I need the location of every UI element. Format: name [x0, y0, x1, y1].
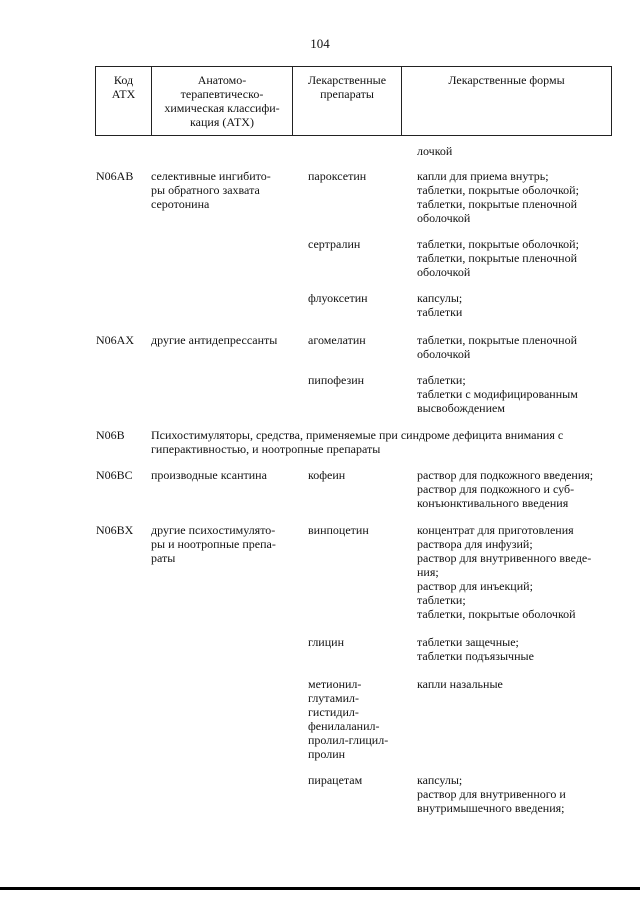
section-line: гиперактивностью, и ноотропные препараты [151, 442, 381, 456]
row-4-drug [308, 333, 413, 347]
class-line: другие антидепрессанты [151, 333, 278, 347]
class-line: другие психостимулято- [151, 523, 276, 537]
row-7-drug [308, 468, 413, 482]
row-2-forms [417, 237, 617, 279]
header-text: химическая классифи- [164, 101, 280, 115]
form-line: капли назальные [417, 677, 503, 691]
drug-line: флуоксетин [308, 291, 368, 305]
form-line: оболочкой [417, 347, 471, 361]
row-1-forms [417, 169, 617, 225]
row-10-forms [417, 677, 617, 691]
class-line: селективные ингибито- [151, 169, 271, 183]
form-line: высвобождением [417, 401, 505, 415]
row-8-code: N06BX [96, 523, 134, 537]
form-line: оболочкой [417, 211, 471, 225]
row-7-code: N06BC [96, 468, 133, 482]
row-11-forms [417, 773, 617, 815]
form-line: раствор для инъекций; [417, 579, 533, 593]
form-line: таблетки [417, 305, 463, 319]
form-line: раствора для инфузий; [417, 537, 533, 551]
form-line: таблетки, покрытые оболочкой; [417, 183, 579, 197]
row-9-drug [308, 635, 413, 649]
row-2-drug [308, 237, 413, 251]
header-text: Анатомо- [197, 73, 247, 87]
form-line: таблетки; [417, 593, 466, 607]
header-text: препараты [320, 87, 374, 101]
row-9-forms [417, 635, 617, 663]
drug-line: сертралин [308, 237, 361, 251]
class-line: производные ксантина [151, 468, 267, 482]
form-line: внутримышечного введения; [417, 801, 565, 815]
drug-line: винпоцетин [308, 523, 369, 537]
form-line: раствор для подкожного и суб- [417, 482, 575, 496]
row-3-drug [308, 291, 413, 305]
row-1-code: N06AB [96, 169, 134, 183]
drug-line: пролин [308, 747, 346, 761]
form-line: капсулы; [417, 773, 463, 787]
drug-line: агомелатин [308, 333, 366, 347]
form-line: капли для приема внутрь; [417, 169, 549, 183]
header-text: Лекарственные формы [448, 73, 565, 87]
row-3-forms [417, 291, 617, 319]
drug-line: глутамил- [308, 691, 360, 705]
class-line: серотонина [151, 197, 210, 211]
header-classification-column [151, 67, 292, 135]
page-number: 104 [310, 36, 330, 51]
form-line: ния; [417, 565, 439, 579]
class-line: ры и ноотропные препа- [151, 537, 276, 551]
drug-line: пипофезин [308, 373, 365, 387]
class-line: ры обратного захвата [151, 183, 260, 197]
header-text: АТХ [111, 87, 136, 101]
drug-line: глицин [308, 635, 344, 649]
row-4-code: N06AX [96, 333, 134, 347]
class-line: раты [151, 551, 176, 565]
row-11-drug [308, 773, 413, 787]
row-1-class [151, 169, 301, 211]
form-line: таблетки, покрытые пленочной [417, 251, 578, 265]
form-line: капсулы; [417, 291, 463, 305]
row-10-drug [308, 677, 413, 761]
form-line: таблетки с модифицированным [417, 387, 578, 401]
row-6-code: N06B [96, 428, 125, 442]
header-text: кация (АТХ) [190, 115, 254, 129]
form-line: таблетки; [417, 373, 466, 387]
row-4-class [151, 333, 301, 347]
header-text: Код [113, 73, 134, 87]
header-code-column [96, 67, 151, 135]
row-8-drug [308, 523, 413, 537]
form-line: таблетки подъязычные [417, 649, 534, 663]
row-5-drug [308, 373, 413, 387]
row-6-section-title [151, 428, 617, 456]
form-line: конъюнктивального введения [417, 496, 569, 510]
form-line: раствор для внутривенного введе- [417, 551, 592, 565]
row-1-drug [308, 169, 413, 183]
drug-line: кофеин [308, 468, 346, 482]
form-line: концентрат для приготовления [417, 523, 574, 537]
drug-line: метионил- [308, 677, 362, 691]
form-line: таблетки, покрытые пленочной [417, 197, 578, 211]
drug-line: пирацетам [308, 773, 363, 787]
form-line: оболочкой [417, 265, 471, 279]
form-line: таблетки защечные; [417, 635, 519, 649]
drug-line: пароксетин [308, 169, 367, 183]
row-4-forms [417, 333, 617, 361]
row-7-forms [417, 468, 617, 510]
drug-line: фенилаланил- [308, 719, 380, 733]
form-line: раствор для внутривенного и [417, 787, 566, 801]
form-line: раствор для подкожного введения; [417, 468, 594, 482]
form-line: таблетки, покрытые пленочной [417, 333, 578, 347]
bottom-rule [0, 887, 640, 890]
row-8-forms [417, 523, 617, 621]
row-8-class [151, 523, 301, 565]
form-line: лочкой [417, 144, 453, 158]
form-line: таблетки, покрытые оболочкой [417, 607, 576, 621]
table-header [95, 66, 612, 136]
drug-line: гистидил- [308, 705, 359, 719]
row-5-forms [417, 373, 617, 415]
header-text: Лекарственные [307, 73, 387, 87]
row-0-forms [417, 144, 617, 158]
drug-line: пролил-глицил- [308, 733, 389, 747]
header-drugs-column [292, 67, 401, 135]
form-line: таблетки, покрытые оболочкой; [417, 237, 579, 251]
header-forms-column [401, 67, 611, 135]
header-text: терапевтическо- [180, 87, 264, 101]
section-line: Психостимуляторы, средства, применяемые при синдроме дефицита внимания с [151, 428, 564, 442]
row-7-class [151, 468, 301, 482]
